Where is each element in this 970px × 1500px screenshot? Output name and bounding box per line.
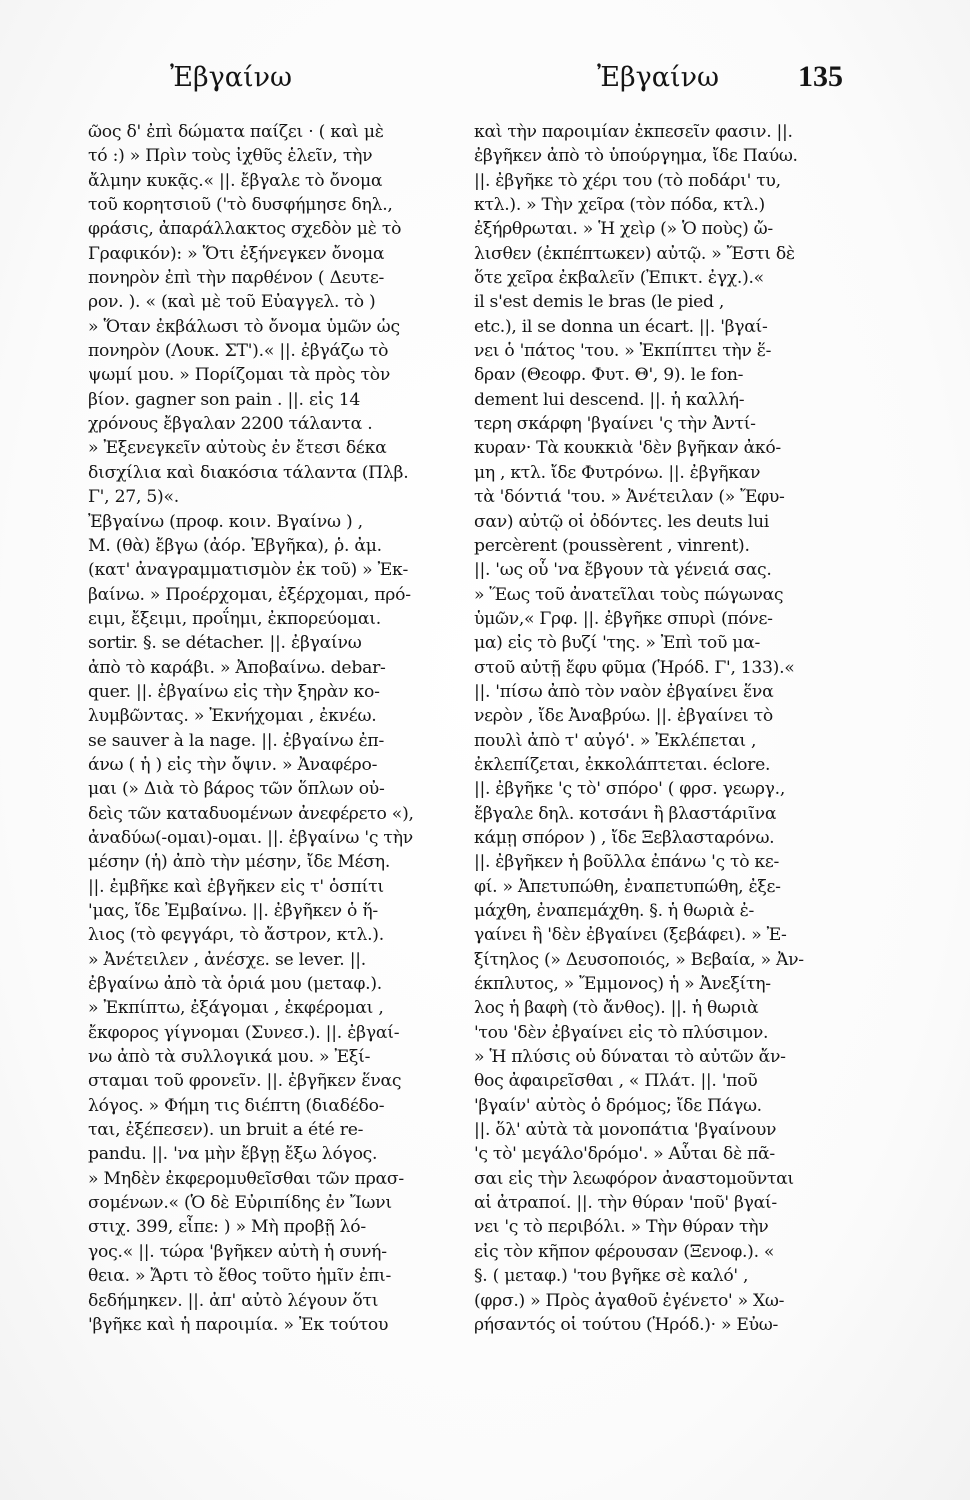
page-number: 135	[798, 60, 843, 93]
right-text-column	[474, 120, 860, 1337]
text-line: θος ἀφαιρεῖσθαι , « Πλάτ. ||. 'ποῦ	[474, 1071, 758, 1092]
text-line: νερὸν , ἴδε Ἀναβρύω. ||. ἐβγαίνει τὸ	[474, 706, 773, 727]
text-line: Μ. (θὰ) ἔβγω (ἀόρ. Ἐβγῆκα), ῥ. ἀμ.	[88, 535, 382, 556]
text-line: » Ἐκπίπτω, ἐξάγομαι , ἐκφέρομαι ,	[88, 998, 384, 1019]
text-line: λισθεν (ἐκπέπτωκεν) αὐτῷ. » Ἔστι δὲ	[474, 243, 795, 264]
text-line: στοῦ αὐτῇ ἔφυ φῦμα (Ἡρόδ. Γ', 133).«	[474, 657, 795, 678]
text-line: λυμβῶντας. » Ἐκνήχομαι , ἐκνέω.	[88, 706, 377, 727]
text-line: ἀναδύω(-ομαι)-ομαι. ||. ἐβγαίνω 'ς τὴν	[88, 827, 413, 848]
text-line: » Μηδὲν ἐκφερομυθεῖσθαι τῶν πρασ-	[88, 1168, 404, 1189]
text-line: μαι (» Διὰ τὸ βάρος τῶν ὅπλων οὐ-	[88, 779, 385, 800]
text-line: » Ἀνέτειλεν , ἀνέσχε. se lever. ||.	[88, 949, 367, 970]
page-header	[0, 62, 970, 106]
text-line: κτλ.). » Τὴν χεῖρα (τὸν πόδα, κτλ.)	[474, 195, 765, 216]
text-line: κυραν· Τὰ κουκκιὰ 'δὲν βγῆκαν ἀκό-	[474, 438, 781, 459]
text-line: σαν) αὐτῷ οἱ ὀδόντες. les deuts lui	[474, 511, 769, 532]
text-line: ρήσαντός οἱ τούτου (Ἡρόδ.)· » Εὐω-	[474, 1314, 779, 1335]
right-running-head: Ἐβγαίνω	[597, 62, 720, 93]
text-line: γος.« ||. τώρα 'βγῆκεν αὐτὴ ἡ συνή-	[88, 1241, 387, 1262]
text-line: ||. ἐβγῆκεν ἡ βοῦλλα ἐπάνω 'ς τὸ κε-	[474, 852, 779, 873]
text-line: Γ', 27, 5)«.	[88, 487, 179, 508]
text-line: 'βγαίν' αὐτὸς ὁ δρόμος; ἴδε Πάγω.	[474, 1095, 762, 1116]
text-line: (κατ' ἀναγραμματισμὸν ἐκ τοῦ) » Ἐκ-	[88, 560, 409, 581]
text-line: πονηρὸν (Λουκ. ΣΤ').« ||. ἐβγάζω τὸ	[88, 341, 389, 362]
text-line: ||. ὅλ' αὐτὰ τὰ μονοπάτια 'βγαίνουν	[474, 1120, 777, 1141]
text-line: ||. ἐβγῆκε 'ς τὸ' σπόρο' ( φρσ. γεωργ.,	[474, 779, 785, 800]
text-line: ὅτε χεῖρα ἐκβαλεῖν (Ἐπικτ. ἐγχ.).«	[474, 268, 764, 289]
text-line: se sauver à la nage. ||. ἐβγαίνω ἐπ-	[88, 730, 385, 751]
text-line: » Ἐξενεγκεῖν αὐτοὺς ἐν ἔτεσι δέκα	[88, 438, 387, 459]
text-line: ὑμῶν,« Γρφ. ||. ἐβγῆκε σπυρὶ (πόνε-	[474, 608, 773, 629]
text-line: τερη σκάρφη 'βγαίνει 'ς τὴν Ἀντί-	[474, 414, 756, 435]
text-line: αἱ ἀτραποί. ||. τὴν θύραν 'ποῦ' βγαί-	[474, 1193, 777, 1214]
text-line: θεια. » Ἄρτι τὸ ἔθος τοῦτο ἡμῖν ἐπι-	[88, 1266, 392, 1287]
text-line: ἄλμην κυκᾷς.« ||. ἔβγαλε τὸ ὄνομα	[88, 170, 383, 191]
text-line: 'μας, ἴδε Ἐμβαίνω. ||. ἐβγῆκεν ὁ ἥ-	[88, 901, 378, 921]
text-line: σταμαι τοῦ φρονεῖν. ||. ἐβγῆκεν ἕνας	[88, 1071, 402, 1092]
text-line: 'ς τὸ' μεγάλο'δρόμο'. » Αὗται δὲ πᾶ-	[474, 1144, 775, 1165]
text-line: ῶος δ' ἐπὶ δώματα παίζει · ( καὶ μὲ	[88, 122, 384, 142]
text-line: μα) εἰς τὸ βυζί 'της. » Ἐπὶ τοῦ μα-	[474, 633, 760, 654]
text-line: il s'est demis le bras (le pied ,	[474, 292, 725, 313]
text-line: ||. ἐμβῆκε καὶ ἐβγῆκεν εἰς τ' ὁσπίτι	[88, 876, 384, 897]
text-line: ||. 'ως οὗ 'να ἔβγουν τὰ γένειά σας.	[474, 560, 772, 581]
text-line: ψωμί μου. » Πορίζομαι τὰ πρὸς τὸν	[88, 365, 391, 386]
text-line: λόγος. » Φήμη τις διέπτη (διαδέδο-	[88, 1095, 385, 1116]
text-line: τὰ 'δόντιά 'του. » Ἀνέτειλαν (» Ἔφυ-	[474, 487, 785, 508]
text-line: πονηρὸν ἐπὶ τὴν παρθένον ( Δευτε-	[88, 268, 385, 289]
text-line: (φρσ.) » Πρὸς ἀγαθοῦ ἐγένετο' » Χω-	[474, 1290, 785, 1311]
text-line: τό :) » Πρὶν τοὺς ἰχθῦς ἑλεῖν, τὴν	[88, 146, 373, 167]
text-line: quer. ||. ἐβγαίνω εἰς τὴν ξηρὰν κο-	[88, 681, 380, 702]
text-line: νει ὁ 'πάτος 'του. » Ἐκπίπτει τὴν ἕ-	[474, 341, 772, 362]
text-line: μέσην (ἡ) ἀπὸ τὴν μέσην, ἴδε Μέση.	[88, 852, 391, 873]
text-line: ειμι, ἔξειμι, προΐημι, ἐκπορεύομαι.	[88, 608, 381, 629]
text-line: λος ἡ βαφὴ (τὸ ἄνθος). ||. ἡ θωριὰ	[474, 998, 759, 1019]
text-line: στιχ. 399, εἶπε: ) » Μὴ προβῇ λό-	[88, 1217, 366, 1238]
text-line: σομένων.« (Ὁ δὲ Εὐριπίδης ἐν Ἴωνι	[88, 1193, 392, 1214]
text-line: δεδήμηκεν. ||. ἀπ' αὐτὸ λέγουν ὅτι	[88, 1290, 379, 1311]
text-line: §. ( μεταφ.) 'του βγῆκε σὲ καλό' ,	[474, 1266, 749, 1287]
text-line: άνω ( ἡ ) εἰς τὴν ὄψιν. » Ἀναφέρο-	[88, 754, 378, 775]
text-line: τοῦ κορητσιοῦ ('τὸ δυσφήμησε δηλ.,	[88, 195, 393, 216]
left-text-column	[88, 120, 468, 1337]
text-line: 'του 'δὲν ἐβγαίνει εἰς τὸ πλύσιμον.	[474, 1022, 769, 1043]
text-line: γαίνει ἢ 'δὲν ἐβγαίνει (ξεβάφει). » Ἐ-	[474, 925, 787, 946]
text-line: » Ἕως τοῦ ἀνατεῖλαι τοὺς πώγωνας	[474, 584, 784, 605]
text-line: ἔβγαλε δηλ. κοτσάνι ἢ βλαστάριῖνα	[474, 803, 777, 824]
text-line: ||. ἐβγῆκε τὸ χέρι του (τὸ ποδάρι' τυ,	[474, 170, 781, 191]
text-line: νω ἀπὸ τὰ συλλογικά μου. » Ἐξί-	[88, 1047, 371, 1068]
text-line: pandu. ||. 'να μὴν ἔβγῃ ἔξω λόγος.	[88, 1144, 378, 1165]
text-line: dement lui descend. ||. ἡ καλλή-	[474, 389, 745, 410]
text-line: καὶ τὴν παροιμίαν ἐκπεσεῖν φασιν. ||.	[474, 122, 793, 142]
text-line: sortir. §. se détacher. ||. ἐβγαίνω	[88, 633, 362, 654]
text-line: μη , κτλ. ἴδε Φυτρόνω. ||. ἐβγῆκαν	[474, 462, 761, 483]
text-line: νει 'ς τὸ περιβόλι. » Τὴν θύραν τὴν	[474, 1217, 769, 1238]
text-line: Γραφικόν): » Ὅτι ἐξήνεγκεν ὄνομα	[88, 243, 385, 264]
text-line: » Ἡ πλύσις οὐ δύναται τὸ αὐτῶν ἄν-	[474, 1047, 786, 1068]
text-line: percèrent (poussèrent , vinrent).	[474, 535, 750, 556]
text-line: ἔκφορος γίγνομαι (Συνεσ.). ||. ἐβγαί-	[88, 1022, 400, 1043]
text-line: κάμῃ σπόρον ) , ἴδε Ξεβλασταρόνω.	[474, 827, 775, 848]
text-line: ἐξήρθρωται. » Ἡ χεὶρ (» Ὁ ποὺς) ὤ-	[474, 219, 773, 240]
text-line: ἐβγαίνω ἀπὸ τὰ ὁριά μου (μεταφ.).	[88, 974, 382, 995]
text-line: » Ὅταν ἐκβάλωσι τὸ ὄνομα ὑμῶν ὡς	[88, 316, 400, 337]
text-line: φί. » Ἀπετυπώθη, ἐναπετυπώθη, ἐξε-	[474, 876, 781, 897]
text-line: etc.), il se donna un écart. ||. 'βγαί-	[474, 316, 768, 337]
text-line: δεὶς τῶν καταδυομένων ἀνεφέρετο «),	[88, 803, 414, 824]
text-line: βίον. gagner son pain . ||. εἰς 14	[88, 389, 361, 410]
text-line: ἀπὸ τὸ καράβι. » Ἀποβαίνω. debar-	[88, 657, 386, 678]
text-line: ἐκλεπίζεται, ἐκκολάπτεται. éclore.	[474, 754, 771, 775]
text-line: φράσις, ἀπαράλλακτος σχεδὸν μὲ τὸ	[88, 219, 402, 240]
text-line: βαίνω. » Προέρχομαι, ἐξέρχομαι, πρό-	[88, 584, 411, 605]
text-line: ἐβγῆκεν ἀπὸ τὸ ὑπούργημα, ἴδε Παύω.	[474, 146, 798, 167]
text-line: εἰς τὸν κῆπον φέρουσαν (Ξενοφ.). «	[474, 1241, 775, 1262]
text-line: 'βγῆκε καὶ ἡ παροιμία. » Ἐκ τούτου	[88, 1314, 389, 1335]
text-line: ρον. ). « (καὶ μὲ τοῦ Εὐαγγελ. τὸ )	[88, 292, 376, 313]
text-line: δραν (Θεοφρ. Φυτ. Θ', 9). le fon-	[474, 365, 744, 386]
text-line: δισχίλια καὶ διακόσια τάλαντα (Πλβ.	[88, 462, 409, 483]
text-line: πουλὶ ἀπὸ τ' αὐγό'. » Ἐκλέπεται ,	[474, 730, 757, 751]
text-line: λιος (τὸ φεγγάρι, τὸ ἄστρον, κτλ.).	[88, 925, 384, 946]
text-line: χρόνους ἔβγαλαν 2200 τάλαντα .	[88, 414, 373, 435]
text-line: μάχθη, ἐναπεμάχθη. §. ἡ θωριὰ ἐ-	[474, 901, 754, 921]
text-line: σαι εἰς τὴν λεωφόρον ἀναστομοῦνται	[474, 1168, 794, 1189]
text-line: ται, ἐξέπεσεν). un bruit a été re-	[88, 1120, 364, 1141]
text-line: ||. 'πίσω ἀπὸ τὸν ναὸν ἐβγαίνει ἕνα	[474, 681, 774, 702]
text-line: Ἐβγαίνω (προφ. κοιν. Βγαίνω ) ,	[88, 511, 363, 532]
text-line: έκπλυτος, » Ἔμμονος) ἡ » Ἀνεξίτη-	[474, 974, 771, 995]
left-running-head: Ἐβγαίνω	[170, 62, 293, 93]
text-line: ξίτηλος (» Δευσοποιός, » Βεβαία, » Ἀν-	[474, 949, 804, 970]
